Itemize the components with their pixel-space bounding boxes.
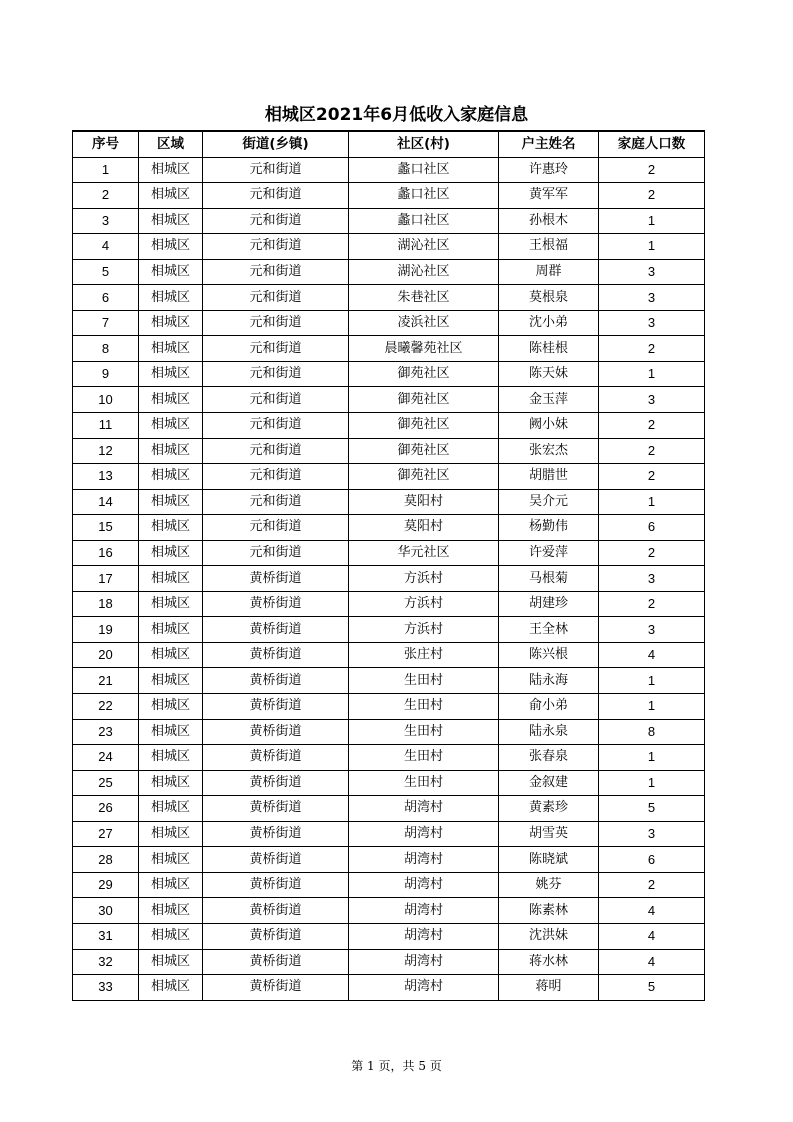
cell-family-size: 2 [599, 157, 705, 183]
cell-family-size: 1 [599, 745, 705, 771]
table-row [73, 234, 705, 260]
table-row [73, 336, 705, 362]
cell-index: 31 [73, 923, 139, 949]
cell-street: 黄桥街道 [203, 719, 349, 745]
cell-street: 黄桥街道 [203, 694, 349, 720]
cell-district: 相城区 [139, 515, 203, 541]
household-table [72, 130, 705, 1001]
cell-district: 相城区 [139, 464, 203, 490]
cell-index: 11 [73, 413, 139, 439]
cell-index: 9 [73, 361, 139, 387]
cell-street: 元和街道 [203, 515, 349, 541]
cell-index: 6 [73, 285, 139, 311]
table-row [73, 796, 705, 822]
cell-family-size: 5 [599, 975, 705, 1001]
table-row [73, 361, 705, 387]
cell-family-size: 3 [599, 310, 705, 336]
cell-community: 胡湾村 [349, 898, 499, 924]
cell-householder: 胡雪英 [499, 821, 599, 847]
cell-family-size: 2 [599, 336, 705, 362]
cell-householder: 蒋明 [499, 975, 599, 1001]
cell-index: 30 [73, 898, 139, 924]
cell-family-size: 8 [599, 719, 705, 745]
cell-community: 方浜村 [349, 591, 499, 617]
cell-community: 生田村 [349, 770, 499, 796]
cell-index: 8 [73, 336, 139, 362]
cell-community: 生田村 [349, 745, 499, 771]
table-row [73, 668, 705, 694]
cell-street: 黄桥街道 [203, 745, 349, 771]
cell-family-size: 1 [599, 208, 705, 234]
cell-householder: 王根福 [499, 234, 599, 260]
cell-index: 10 [73, 387, 139, 413]
cell-index: 16 [73, 540, 139, 566]
cell-householder: 胡腊世 [499, 464, 599, 490]
cell-index: 20 [73, 642, 139, 668]
cell-community: 莫阳村 [349, 515, 499, 541]
cell-index: 23 [73, 719, 139, 745]
cell-district: 相城区 [139, 694, 203, 720]
table-header-row [73, 131, 705, 157]
cell-district: 相城区 [139, 310, 203, 336]
cell-street: 黄桥街道 [203, 975, 349, 1001]
cell-community: 胡湾村 [349, 923, 499, 949]
cell-householder: 孙根木 [499, 208, 599, 234]
column-header-street: 街道(乡镇) [203, 131, 349, 157]
cell-street: 黄桥街道 [203, 898, 349, 924]
cell-street: 黄桥街道 [203, 796, 349, 822]
table-row [73, 923, 705, 949]
cell-community: 生田村 [349, 668, 499, 694]
cell-index: 4 [73, 234, 139, 260]
cell-district: 相城区 [139, 898, 203, 924]
cell-district: 相城区 [139, 745, 203, 771]
cell-index: 2 [73, 183, 139, 209]
cell-family-size: 2 [599, 540, 705, 566]
cell-street: 黄桥街道 [203, 847, 349, 873]
cell-householder: 蒋水林 [499, 949, 599, 975]
table-row [73, 745, 705, 771]
cell-community: 御苑社区 [349, 438, 499, 464]
table-row [73, 157, 705, 183]
cell-index: 5 [73, 259, 139, 285]
cell-street: 元和街道 [203, 438, 349, 464]
cell-householder: 张宏杰 [499, 438, 599, 464]
cell-district: 相城区 [139, 668, 203, 694]
cell-street: 黄桥街道 [203, 821, 349, 847]
table-row [73, 975, 705, 1001]
column-header-community: 社区(村) [349, 131, 499, 157]
cell-family-size: 1 [599, 770, 705, 796]
cell-district: 相城区 [139, 361, 203, 387]
cell-community: 胡湾村 [349, 872, 499, 898]
cell-district: 相城区 [139, 413, 203, 439]
cell-district: 相城区 [139, 821, 203, 847]
cell-index: 32 [73, 949, 139, 975]
cell-community: 方浜村 [349, 617, 499, 643]
cell-district: 相城区 [139, 642, 203, 668]
column-header-family-size: 家庭人口数 [599, 131, 705, 157]
cell-district: 相城区 [139, 975, 203, 1001]
cell-district: 相城区 [139, 540, 203, 566]
cell-index: 3 [73, 208, 139, 234]
cell-family-size: 4 [599, 642, 705, 668]
table-row [73, 259, 705, 285]
cell-street: 黄桥街道 [203, 872, 349, 898]
cell-street: 元和街道 [203, 336, 349, 362]
cell-district: 相城区 [139, 872, 203, 898]
cell-community: 御苑社区 [349, 387, 499, 413]
cell-community: 胡湾村 [349, 796, 499, 822]
table-row [73, 438, 705, 464]
cell-family-size: 3 [599, 566, 705, 592]
cell-index: 28 [73, 847, 139, 873]
cell-street: 黄桥街道 [203, 642, 349, 668]
cell-householder: 陈素林 [499, 898, 599, 924]
table-row [73, 847, 705, 873]
table-row [73, 183, 705, 209]
table-row [73, 310, 705, 336]
cell-community: 华元社区 [349, 540, 499, 566]
table-row [73, 770, 705, 796]
cell-district: 相城区 [139, 566, 203, 592]
page-title: 相城区2021年6月低收入家庭信息 [264, 105, 529, 125]
cell-street: 黄桥街道 [203, 566, 349, 592]
table-row [73, 719, 705, 745]
cell-district: 相城区 [139, 591, 203, 617]
cell-family-size: 6 [599, 847, 705, 873]
cell-district: 相城区 [139, 183, 203, 209]
cell-householder: 杨勤伟 [499, 515, 599, 541]
cell-community: 胡湾村 [349, 975, 499, 1001]
cell-district: 相城区 [139, 847, 203, 873]
cell-family-size: 1 [599, 668, 705, 694]
cell-family-size: 2 [599, 591, 705, 617]
cell-index: 1 [73, 157, 139, 183]
cell-index: 26 [73, 796, 139, 822]
table-row [73, 617, 705, 643]
table-row [73, 949, 705, 975]
cell-family-size: 4 [599, 923, 705, 949]
cell-householder: 黄素珍 [499, 796, 599, 822]
cell-district: 相城区 [139, 770, 203, 796]
cell-community: 蠡口社区 [349, 157, 499, 183]
cell-index: 22 [73, 694, 139, 720]
table-row [73, 872, 705, 898]
cell-district: 相城区 [139, 208, 203, 234]
cell-index: 12 [73, 438, 139, 464]
cell-community: 胡湾村 [349, 847, 499, 873]
cell-index: 29 [73, 872, 139, 898]
table-body [73, 157, 705, 1000]
cell-family-size: 3 [599, 387, 705, 413]
table-row [73, 591, 705, 617]
cell-street: 元和街道 [203, 208, 349, 234]
cell-householder: 陈晓斌 [499, 847, 599, 873]
cell-householder: 马根菊 [499, 566, 599, 592]
cell-district: 相城区 [139, 489, 203, 515]
table-row [73, 694, 705, 720]
cell-community: 御苑社区 [349, 361, 499, 387]
cell-householder: 许惠玲 [499, 157, 599, 183]
cell-family-size: 4 [599, 949, 705, 975]
cell-street: 元和街道 [203, 413, 349, 439]
cell-index: 18 [73, 591, 139, 617]
table-row [73, 208, 705, 234]
cell-family-size: 1 [599, 234, 705, 260]
cell-district: 相城区 [139, 234, 203, 260]
table-row [73, 413, 705, 439]
cell-district: 相城区 [139, 336, 203, 362]
cell-family-size: 3 [599, 285, 705, 311]
table-row [73, 821, 705, 847]
cell-index: 7 [73, 310, 139, 336]
cell-street: 元和街道 [203, 489, 349, 515]
cell-district: 相城区 [139, 923, 203, 949]
cell-community: 胡湾村 [349, 821, 499, 847]
cell-community: 蠡口社区 [349, 183, 499, 209]
cell-householder: 俞小弟 [499, 694, 599, 720]
cell-index: 33 [73, 975, 139, 1001]
cell-street: 元和街道 [203, 387, 349, 413]
cell-householder: 莫根泉 [499, 285, 599, 311]
cell-street: 元和街道 [203, 310, 349, 336]
cell-community: 朱巷社区 [349, 285, 499, 311]
cell-community: 方浜村 [349, 566, 499, 592]
cell-index: 17 [73, 566, 139, 592]
cell-community: 御苑社区 [349, 413, 499, 439]
cell-street: 黄桥街道 [203, 949, 349, 975]
cell-family-size: 3 [599, 821, 705, 847]
cell-family-size: 1 [599, 361, 705, 387]
table-row [73, 464, 705, 490]
cell-index: 25 [73, 770, 139, 796]
column-header-householder: 户主姓名 [499, 131, 599, 157]
cell-district: 相城区 [139, 387, 203, 413]
table-row [73, 898, 705, 924]
table-row [73, 515, 705, 541]
cell-community: 蠡口社区 [349, 208, 499, 234]
cell-householder: 陆永海 [499, 668, 599, 694]
cell-community: 御苑社区 [349, 464, 499, 490]
cell-community: 生田村 [349, 719, 499, 745]
cell-family-size: 4 [599, 898, 705, 924]
cell-district: 相城区 [139, 949, 203, 975]
cell-district: 相城区 [139, 259, 203, 285]
cell-community: 湖沁社区 [349, 259, 499, 285]
cell-index: 24 [73, 745, 139, 771]
cell-street: 元和街道 [203, 285, 349, 311]
column-header-index: 序号 [73, 131, 139, 157]
cell-householder: 姚芬 [499, 872, 599, 898]
cell-street: 黄桥街道 [203, 591, 349, 617]
table-row [73, 540, 705, 566]
cell-householder: 陈桂根 [499, 336, 599, 362]
cell-street: 元和街道 [203, 464, 349, 490]
cell-street: 黄桥街道 [203, 770, 349, 796]
cell-householder: 沈小弟 [499, 310, 599, 336]
cell-householder: 胡建珍 [499, 591, 599, 617]
cell-community: 凌浜社区 [349, 310, 499, 336]
cell-householder: 沈洪妹 [499, 923, 599, 949]
cell-community: 张庄村 [349, 642, 499, 668]
cell-householder: 阙小妹 [499, 413, 599, 439]
cell-community: 胡湾村 [349, 949, 499, 975]
cell-community: 湖沁社区 [349, 234, 499, 260]
cell-family-size: 2 [599, 438, 705, 464]
cell-family-size: 3 [599, 259, 705, 285]
cell-street: 元和街道 [203, 157, 349, 183]
cell-family-size: 6 [599, 515, 705, 541]
cell-street: 黄桥街道 [203, 923, 349, 949]
table-row [73, 566, 705, 592]
cell-district: 相城区 [139, 617, 203, 643]
cell-street: 元和街道 [203, 361, 349, 387]
cell-householder: 王全林 [499, 617, 599, 643]
cell-householder: 陈兴根 [499, 642, 599, 668]
cell-family-size: 2 [599, 464, 705, 490]
cell-householder: 金玉萍 [499, 387, 599, 413]
cell-index: 14 [73, 489, 139, 515]
table-row [73, 489, 705, 515]
cell-index: 19 [73, 617, 139, 643]
cell-street: 元和街道 [203, 259, 349, 285]
cell-householder: 张春泉 [499, 745, 599, 771]
cell-index: 13 [73, 464, 139, 490]
cell-family-size: 2 [599, 183, 705, 209]
cell-family-size: 3 [599, 617, 705, 643]
cell-householder: 陈天妹 [499, 361, 599, 387]
cell-family-size: 5 [599, 796, 705, 822]
cell-community: 生田村 [349, 694, 499, 720]
cell-householder: 周群 [499, 259, 599, 285]
cell-family-size: 2 [599, 872, 705, 898]
cell-householder: 陆永泉 [499, 719, 599, 745]
table-row [73, 642, 705, 668]
cell-district: 相城区 [139, 285, 203, 311]
cell-householder: 金叙建 [499, 770, 599, 796]
cell-community: 莫阳村 [349, 489, 499, 515]
cell-district: 相城区 [139, 438, 203, 464]
cell-family-size: 2 [599, 413, 705, 439]
cell-family-size: 1 [599, 694, 705, 720]
cell-householder: 许爱萍 [499, 540, 599, 566]
cell-index: 21 [73, 668, 139, 694]
cell-community: 晨曦馨苑社区 [349, 336, 499, 362]
cell-index: 27 [73, 821, 139, 847]
column-header-district: 区域 [139, 131, 203, 157]
table-row [73, 387, 705, 413]
cell-street: 元和街道 [203, 540, 349, 566]
cell-street: 黄桥街道 [203, 668, 349, 694]
cell-district: 相城区 [139, 719, 203, 745]
cell-street: 元和街道 [203, 234, 349, 260]
cell-householder: 黄军军 [499, 183, 599, 209]
cell-district: 相城区 [139, 157, 203, 183]
cell-family-size: 1 [599, 489, 705, 515]
page-footer: 第 1 页，共 5 页 [351, 1059, 442, 1073]
cell-street: 黄桥街道 [203, 617, 349, 643]
cell-index: 15 [73, 515, 139, 541]
cell-householder: 吴介元 [499, 489, 599, 515]
cell-district: 相城区 [139, 796, 203, 822]
table-row [73, 285, 705, 311]
cell-street: 元和街道 [203, 183, 349, 209]
